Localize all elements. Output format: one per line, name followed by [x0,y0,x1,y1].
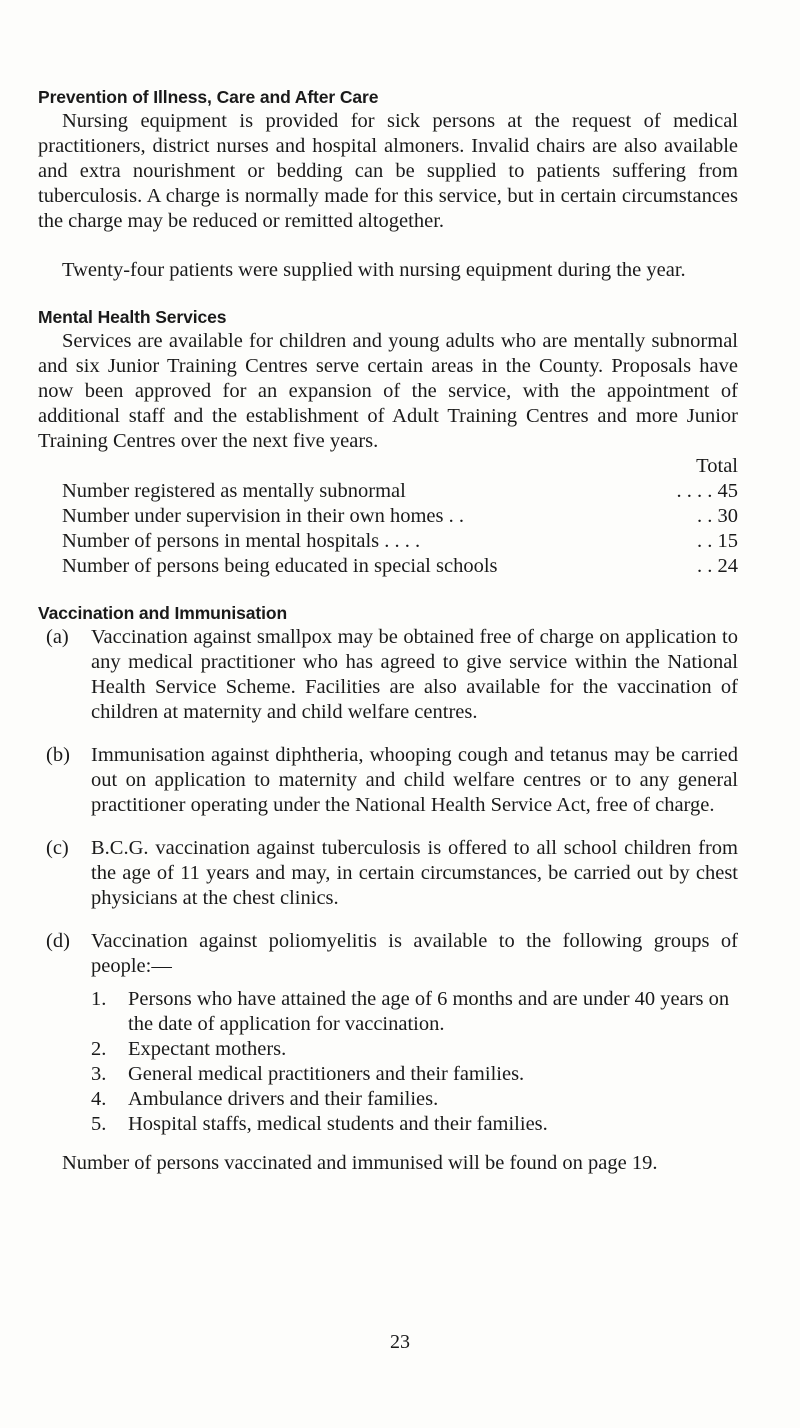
paragraph-closing: Number of persons vaccinated and immunised will be found on page 19. [62,1152,658,1174]
group-item [91,1112,738,1137]
item-text: Immunisation against diphtheria, whooping cough and tetanus may be carried out on application to maternity and child welfare centres or to any general practitioner operating under the National Health Service Act, free of charge. [91,744,738,816]
list-item [46,743,738,818]
item-marker: (d) [46,930,70,952]
mental-health-table [38,454,738,579]
page-number: 23 [390,1331,410,1353]
group-item [91,1087,738,1112]
group-marker: 1. [91,988,107,1010]
group-item [91,1037,738,1062]
group-text: Persons who have attained the age of 6 months and are under 40 years on the date of application for vaccination. [128,988,730,1035]
heading-prevention: Prevention of Illness, Care and After Care [38,87,379,107]
item-text: Vaccination against smallpox may be obtained free of charge on application to any medical practitioner who has agreed to give service within the National Health Service Scheme. Facilities are also available for the vaccination of children at maternity and child welfare centres. [91,626,738,723]
group-marker: 2. [91,1038,107,1060]
row-label: Number under supervision in their own homes . . [62,505,464,527]
row-value: . . 24 [697,555,738,577]
list-item [46,836,738,911]
table-row [62,529,738,554]
table-row [62,504,738,529]
item-text: Vaccination against poliomyelitis is available to the following groups of people:— [91,930,738,977]
group-text: General medical practitioners and their families. [128,1063,525,1085]
item-marker: (b) [46,744,70,766]
row-value: . . 30 [697,505,738,527]
group-marker: 3. [91,1063,107,1085]
row-label: Number of persons in mental hospitals . . . . [62,530,421,552]
group-marker: 5. [91,1113,107,1135]
paragraph-mental-health-services: Services are available for children and young adults who are mentally subnormal and six Junior Training Centres serve certain areas in the County. Proposals have now been approved for an expansion of the service, with the appointment of additional staff and the establishment of Adult Training Centres and more Junior Training Centres over the next five years. [38,330,738,452]
group-item [91,1062,738,1087]
row-value: . . . . 45 [676,480,738,502]
group-text: Expectant mothers. [128,1038,287,1060]
heading-mental-health: Mental Health Services [38,307,227,327]
row-label: Number registered as mentally subnormal [62,480,406,502]
table-row [62,554,738,579]
table-row [62,479,738,504]
list-item [46,929,738,979]
heading-vaccination: Vaccination and Immunisation [38,603,288,623]
group-marker: 4. [91,1088,107,1110]
group-text: Hospital staffs, medical students and their families. [128,1113,548,1135]
table-header-total: Total [696,455,738,477]
item-marker: (c) [46,837,69,859]
list-item [46,625,738,725]
paragraph-patients-supplied: Twenty-four patients were supplied with nursing equipment during the year. [62,259,686,281]
row-value: . . 15 [697,530,738,552]
item-marker: (a) [46,626,69,648]
document-page [38,87,738,1176]
group-item [91,987,738,1037]
paragraph-nursing-equipment: Nursing equipment is provided for sick persons at the request of medical practitioners, district nurses and hospital almoners. Invalid chairs are also available and extra nourishment or bedding can be supplied to patients suffering from tuberculosis. A charge is normally made for this service, but in certain circumstances the charge may be reduced or remitted altogether. [38,110,738,232]
item-text: B.C.G. vaccination against tuberculosis is offered to all school children from the age of 11 years and may, in certain circumstances, be carried out by chest physicians at the chest clinics. [91,837,738,909]
group-text: Ambulance drivers and their families. [128,1088,439,1110]
row-label: Number of persons being educated in special schools [62,555,498,577]
